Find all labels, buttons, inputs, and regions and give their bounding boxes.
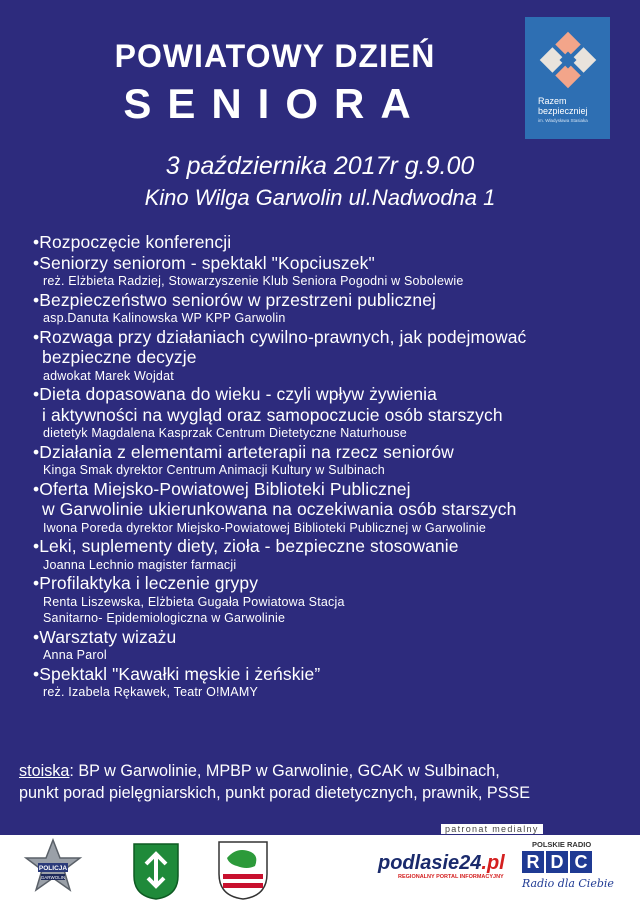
agenda-item bbox=[33, 442, 633, 479]
agenda-item-title: •Leki, suplementy diety, zioła - bezpieczne stosowanie bbox=[33, 536, 459, 556]
rdc-letter: R bbox=[522, 851, 544, 873]
agenda-item-title: •Seniorzy seniorom - spektakl "Kopciuszek" bbox=[33, 252, 375, 273]
agenda-item-title: •Spektakl "Kawałki męskie i żeńskie” bbox=[33, 663, 321, 684]
rdc-letter: D bbox=[546, 851, 568, 873]
agenda-item-title: •Warsztaty wizażu bbox=[33, 626, 177, 647]
agenda-item-speaker: reż. Elżbieta Radziej, Stowarzyszenie Klub Seniora Pogodni w Sobolewie bbox=[43, 274, 464, 288]
rdc-letter: C bbox=[570, 851, 592, 873]
garwolin-city-crest-icon bbox=[217, 840, 269, 900]
agenda-item bbox=[33, 479, 633, 537]
rdc-tagline: Radio dla Ciebie bbox=[522, 877, 614, 890]
agenda-item-speaker: Anna Parol bbox=[43, 648, 107, 662]
garwolin-county-crest-icon bbox=[132, 842, 180, 900]
logo-text-bezpieczniej: bezpieczniej bbox=[538, 106, 588, 116]
agenda-item-title: •Bezpieczeństwo seniorów w przestrzeni publicznej bbox=[33, 289, 437, 310]
podlasie24-tagline: REGIONALNY PORTAL INFORMACYJNY bbox=[398, 874, 504, 880]
police-star-subtext: GARWOLIN bbox=[40, 875, 66, 880]
agenda-item bbox=[33, 290, 633, 327]
agenda-item bbox=[33, 573, 633, 627]
agenda-item-speaker: adwokat Marek Wojdat bbox=[43, 368, 174, 383]
agenda-item bbox=[33, 536, 633, 573]
event-date: 3 października 2017r g.9.00 bbox=[165, 152, 475, 180]
agenda-item bbox=[33, 327, 633, 385]
agenda-item bbox=[33, 664, 633, 701]
agenda-item-title: •Dieta dopasowana do wieku - czyli wpływ żywienia i aktywności na wygląd oraz samopoczucie osób starszych bbox=[33, 384, 503, 425]
polskie-radio-label: POLSKIE RADIO bbox=[532, 840, 592, 849]
logo-text-razem: Razem bbox=[538, 96, 567, 106]
razem-bezpieczniej-logo-icon bbox=[539, 29, 597, 91]
logo-text-patron: im. Władysława Stasiaka bbox=[538, 118, 588, 123]
agenda-item bbox=[33, 627, 633, 664]
agenda-item-speaker: Renta Liszewska, Elżbieta Gugała Powiatowa Stacja bbox=[43, 594, 345, 609]
agenda-item-title: •Rozpoczęcie konferencji bbox=[33, 232, 232, 252]
stands-label: stoiska bbox=[19, 762, 70, 780]
agenda-item-speaker: Kinga Smak dyrektor Centrum Animacji Kultury w Sulbinach bbox=[43, 463, 385, 477]
agenda-item bbox=[33, 384, 633, 442]
agenda-item-speaker: Iwona Poreda dyrektor Miejsko-Powiatowej Biblioteki Publicznej w Garwolinie bbox=[43, 520, 486, 535]
agenda-item-title: •Profilaktyka i leczenie grypy bbox=[33, 573, 259, 593]
event-venue: Kino Wilga Garwolin ul.Nadwodna 1 bbox=[144, 185, 496, 210]
title-line-1: POWIATOWY DZIEŃ bbox=[114, 38, 436, 74]
agenda-item-speaker: dietetyk Magdalena Kasprzak Centrum Dietetyczne Naturhouse bbox=[43, 426, 407, 440]
podlasie24-logo: podlasie24.pl bbox=[378, 852, 505, 874]
stands-info bbox=[19, 760, 629, 804]
media-patronage-label: patronat medialny bbox=[441, 824, 543, 834]
agenda-item-title: •Oferta Miejsko-Powiatowej Biblioteki Publicznej w Garwolinie ukierunkowana na oczekiwania osób starszych bbox=[33, 478, 517, 519]
agenda-item-speaker: Sanitarno- Epidemiologiczna w Garwolinie bbox=[43, 611, 286, 625]
stands-text: : BP w Garwolinie, MPBP w Garwolinie, GCAK w Sulbinach, bbox=[69, 762, 500, 780]
police-star-text: POLICJA bbox=[38, 865, 68, 872]
stands-text-2: punkt porad pielęgniarskich, punkt porad dietetycznych, prawnik, PSSE bbox=[19, 784, 531, 802]
title-line-2: SENIORA bbox=[123, 80, 427, 127]
agenda-item-speaker: reż. Izabela Rękawek, Teatr O!MAMY bbox=[43, 685, 258, 699]
agenda-item-speaker: Joanna Lechnio magister farmacji bbox=[43, 557, 237, 572]
razem-bezpieczniej-logo bbox=[525, 17, 610, 139]
agenda-list bbox=[33, 232, 633, 701]
agenda-item-title: •Rozwaga przy działaniach cywilno-prawnych, jak podejmować bezpieczne decyzje bbox=[33, 326, 527, 367]
agenda-item-speaker: asp.Danuta Kalinowska WP KPP Garwolin bbox=[43, 311, 286, 325]
agenda-item-title: •Działania z elementami arteterapii na rzecz seniorów bbox=[33, 441, 454, 462]
police-star-icon bbox=[22, 838, 84, 900]
agenda-item bbox=[33, 253, 633, 290]
agenda-item bbox=[33, 232, 633, 253]
rdc-logo bbox=[522, 851, 594, 873]
